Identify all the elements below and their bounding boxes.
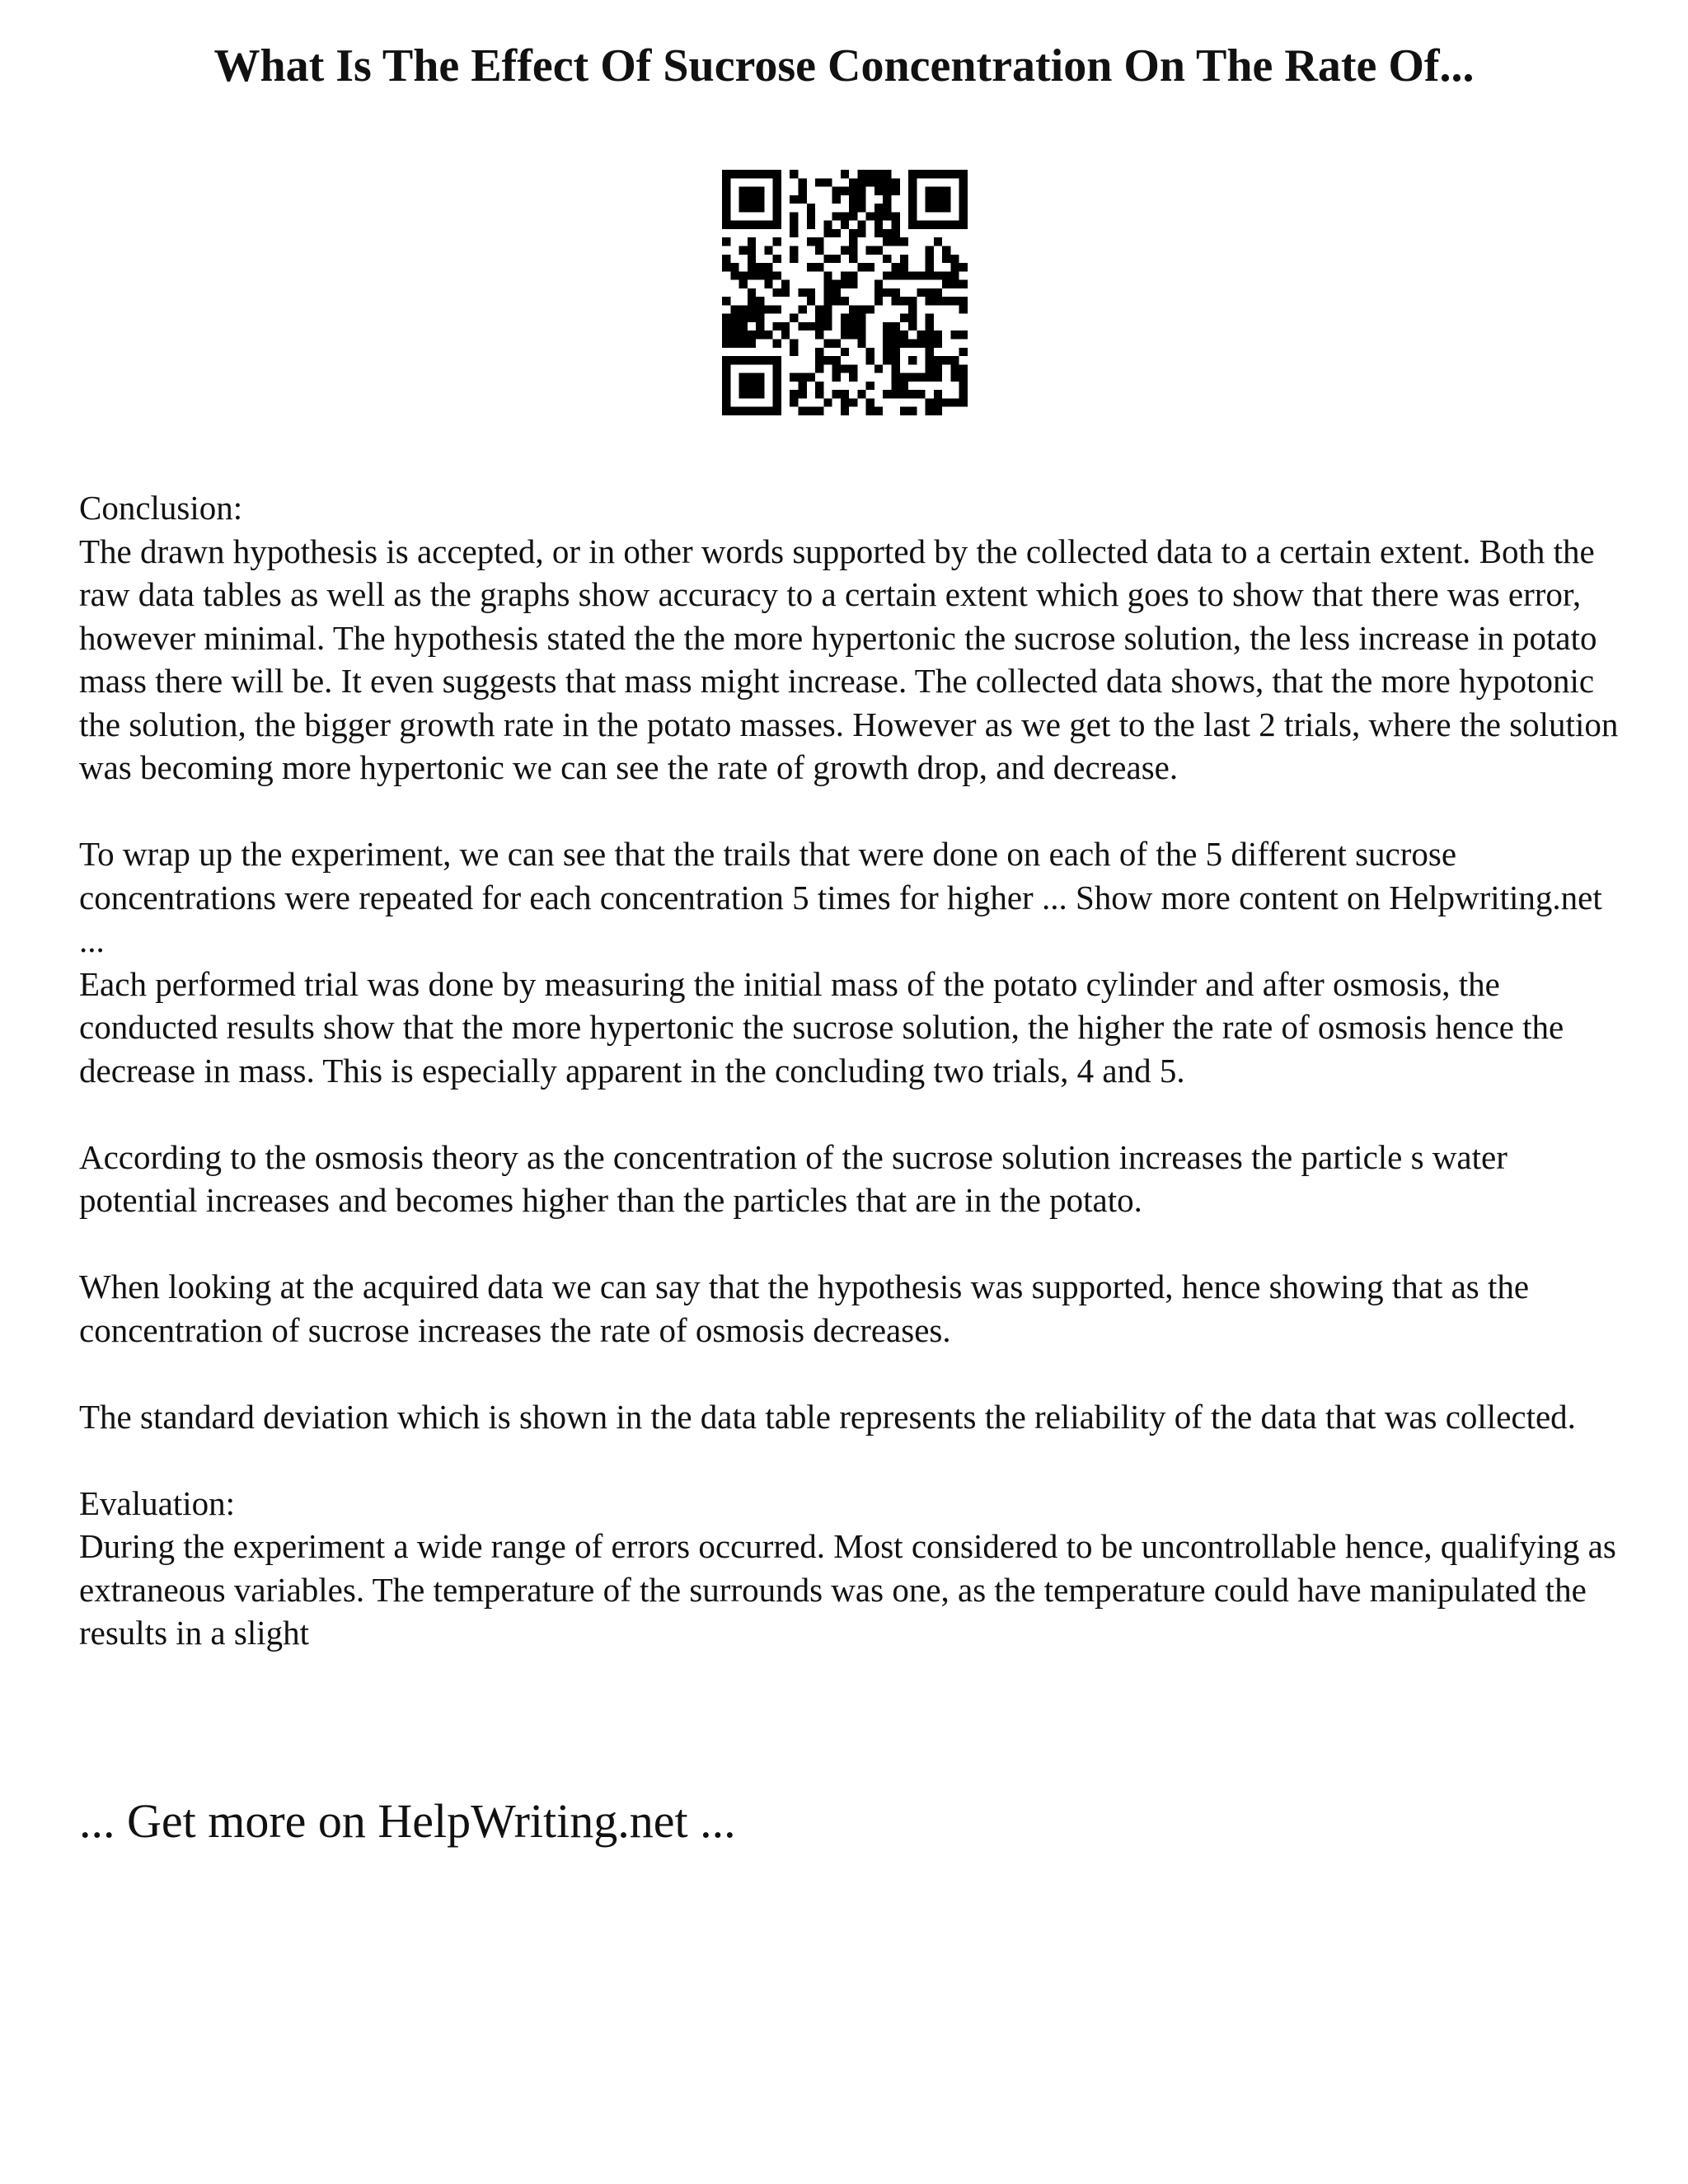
qr-code-icon <box>722 170 968 415</box>
trial-paragraph: Each performed trial was done by measuring the initial mass of the potato cylinder and after osmosis, the conducted results show that the more hypertonic the sucrose solution, the higher the rate of osmosis hence the decrease in mass. This is especially apparent in the concluding two trials, 4 and 5. <box>79 964 1564 1090</box>
standard-deviation-paragraph: The standard deviation which is shown in the data table represents the reliability of the data that was collected. <box>79 1397 1576 1436</box>
evaluation-heading: Evaluation: <box>79 1483 236 1522</box>
get-more-link[interactable]: ... Get more on HelpWriting.net ... <box>79 1794 736 1848</box>
hypothesis-paragraph: When looking at the acquired data we can say that the hypothesis was supported, hence showing that as the concentration of sucrose increases the rate of osmosis decreases. <box>79 1268 1530 1349</box>
document-title: What Is The Effect Of Sucrose Concentration On The Rate Of... <box>213 40 1475 91</box>
article-body <box>79 486 1629 1655</box>
conclusion-heading: Conclusion: <box>79 489 243 527</box>
conclusion-paragraph: The drawn hypothesis is accepted, or in other words supported by the collected data to a certain extent. Both the raw data tables as well as the graphs show accuracy to a certain extent which goes to show that there was error, however minimal. The hypothesis stated the the more hypertonic the sucrose solution, the less increase in potato mass there will be. It even suggests that mass might increase. The collected data shows, that the more hypotonic the solution, the bigger growth rate in the potato masses. However as we get to the last 2 trials, where the solution was becoming more hypertonic we can see the rate of growth drop, and decrease. <box>79 532 1619 786</box>
evaluation-paragraph: During the experiment a wide range of errors occurred. Most considered to be uncontrollable hence, qualifying as extraneous variables. The temperature of the surrounds was one, as the temperature could have manipulated the results in a slight <box>79 1527 1616 1652</box>
osmosis-theory-paragraph: According to the osmosis theory as the concentration of the sucrose solution increases the particle s water potential increases and becomes higher than the particles that are in the potato. <box>79 1137 1507 1219</box>
wrap-up-paragraph: To wrap up the experiment, we can see that the trails that were done on each of the 5 different sucrose concentrations were repeated for each concentration 5 times for higher ... Show more content on Helpwriting.net ... <box>79 835 1602 959</box>
